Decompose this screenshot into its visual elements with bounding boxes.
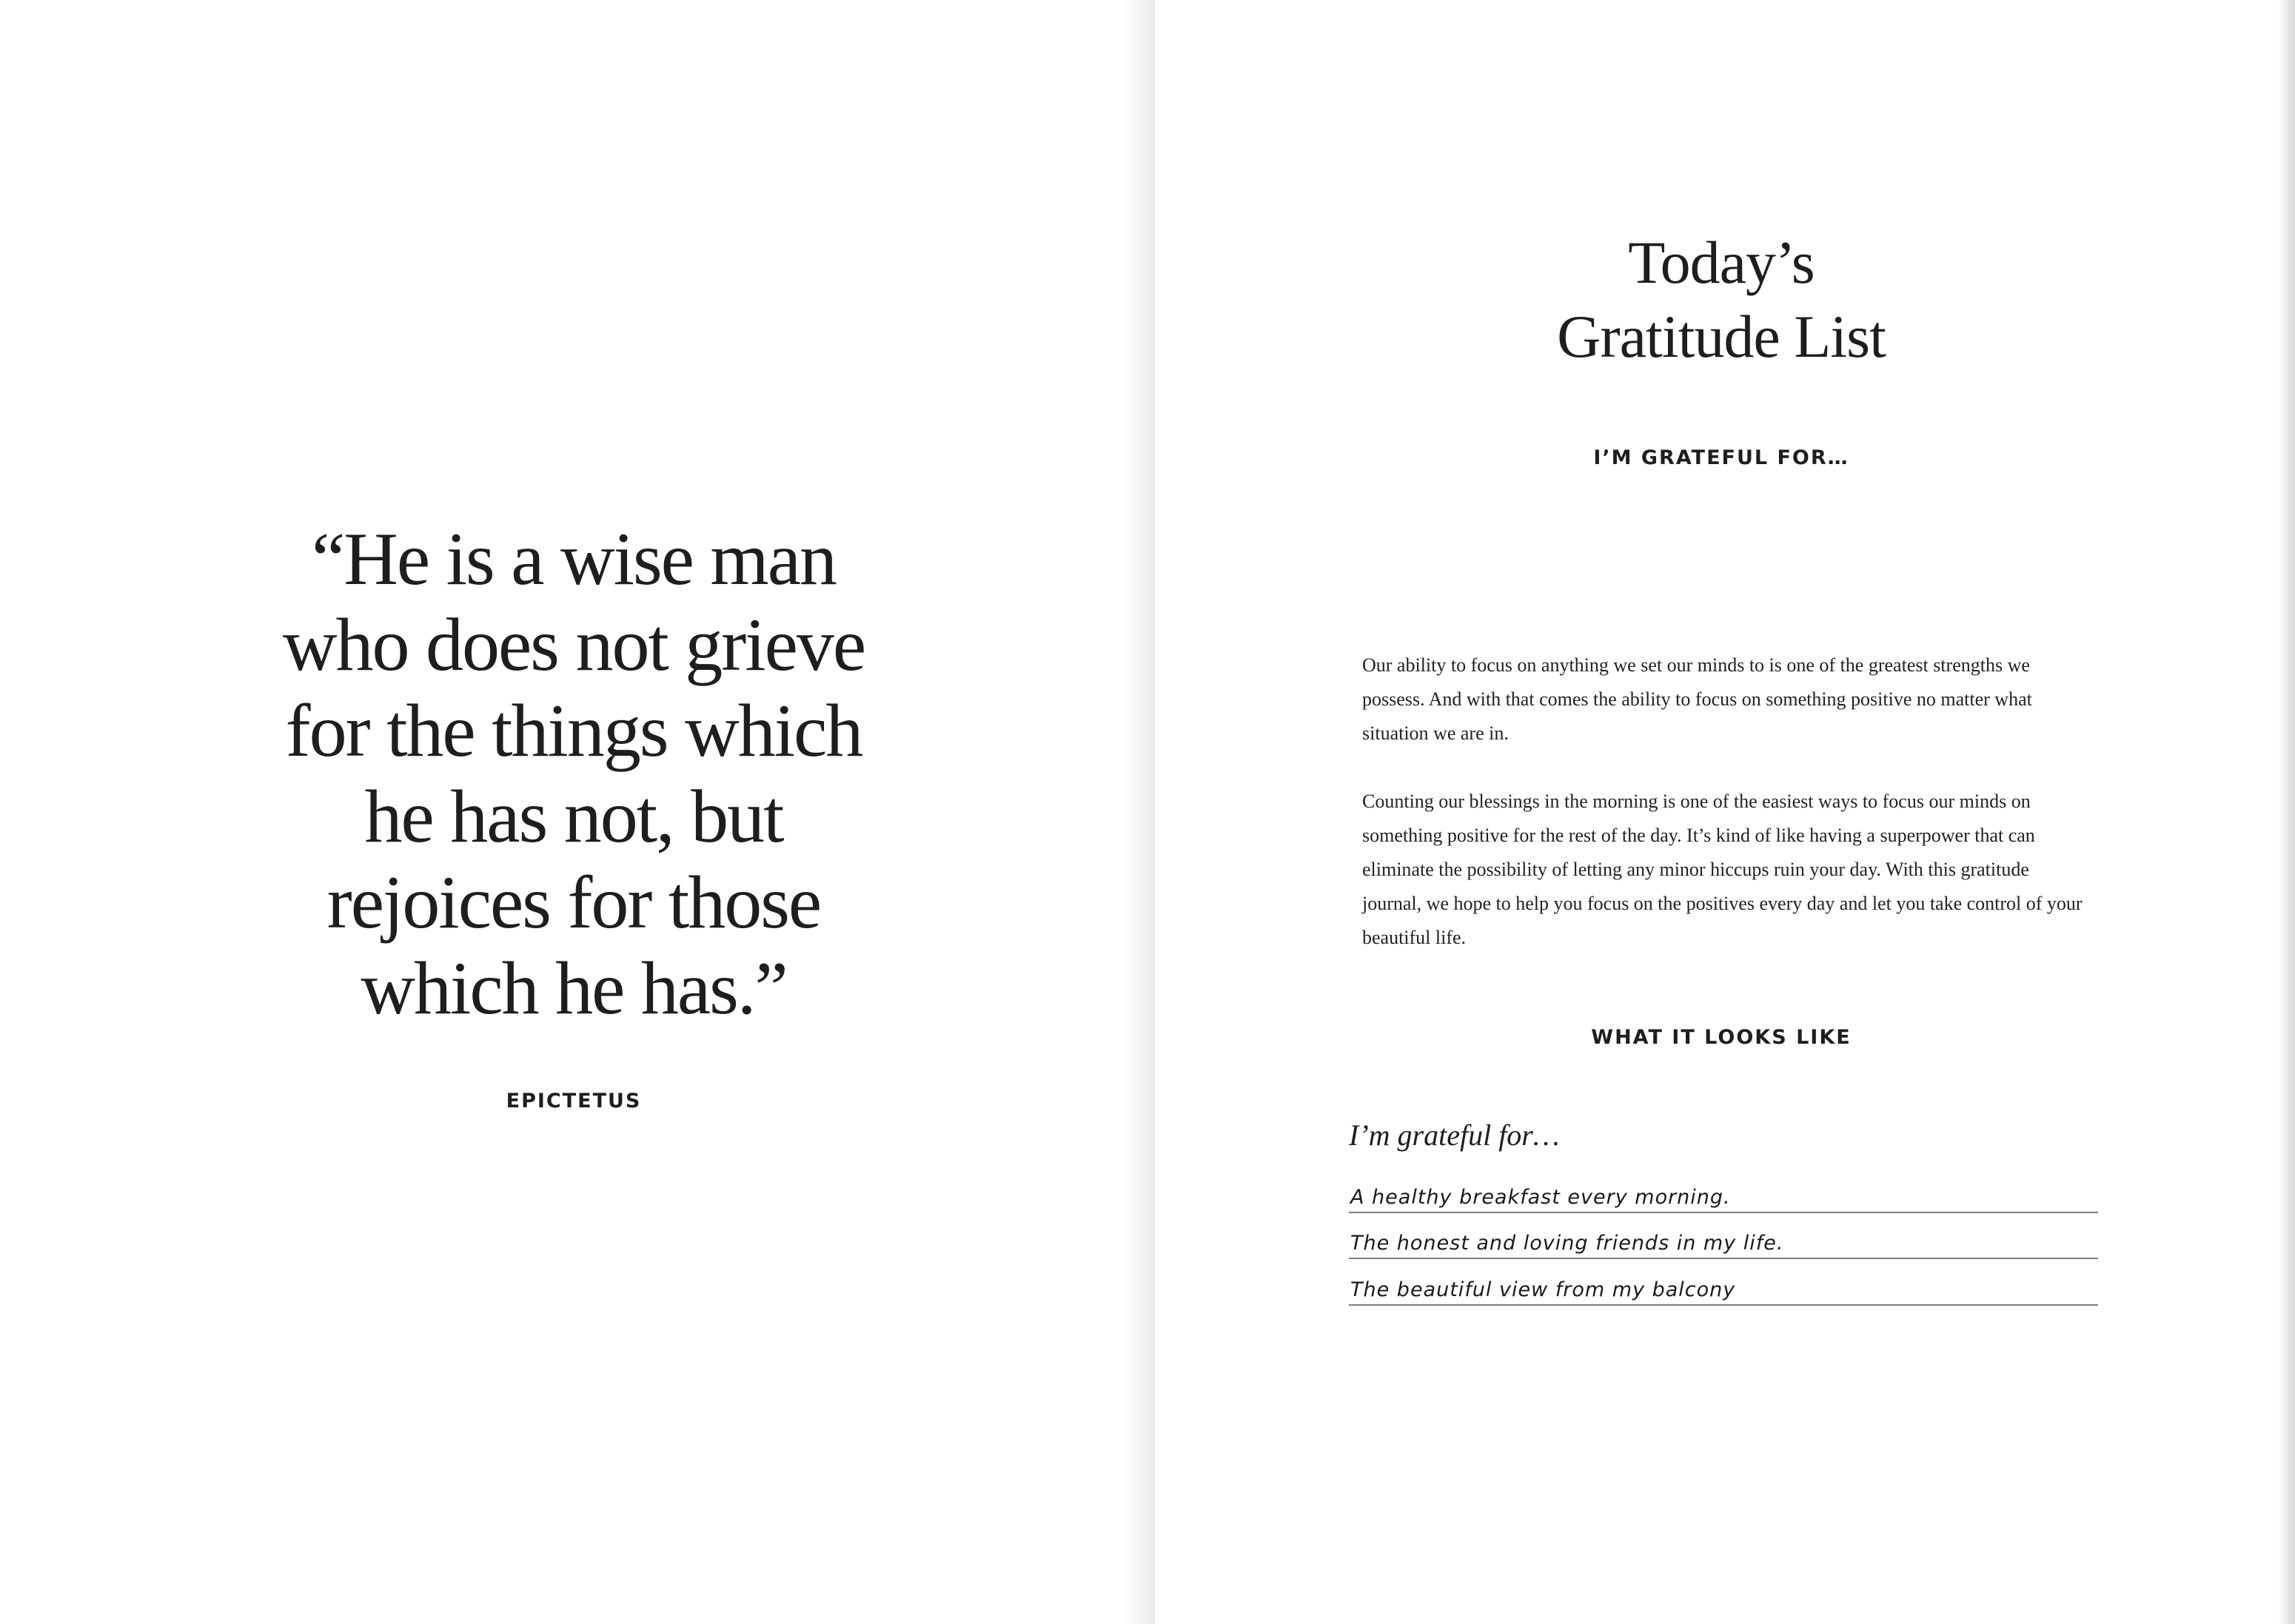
page-edge bbox=[2279, 0, 2295, 1624]
grateful-heading: I’M GRATEFUL FOR… bbox=[1593, 446, 1849, 469]
intro-paragraph: Counting our blessings in the morning is one of the easiest ways to focus our minds on something positive for the rest of the day. It’s kind of like having a superpower that can eliminate the possibility of letting any minor hiccups ruin your day. With this gratitude journal, we hope to help you focus on the positives every day and let you take control of your beautiful life. bbox=[1362, 791, 2083, 948]
quote-author: EPICTETUS bbox=[506, 1090, 642, 1113]
quote-line: he has not, but bbox=[364, 775, 783, 859]
example-prompt: I’m grateful for… bbox=[1349, 1118, 1560, 1152]
example-entry bbox=[1349, 1215, 2098, 1259]
left-page bbox=[0, 0, 1144, 1624]
example-entry-text: The honest and loving friends in my life. bbox=[1350, 1232, 1784, 1255]
example-entry bbox=[1349, 1169, 2098, 1213]
example-entry-text: A healthy breakfast every morning. bbox=[1350, 1186, 1731, 1209]
quote-line: which he has.” bbox=[361, 947, 787, 1030]
page-title-line: Today’s bbox=[1628, 229, 1815, 296]
example-section-heading: WHAT IT LOOKS LIKE bbox=[1591, 1026, 1852, 1049]
example-entry bbox=[1349, 1261, 2098, 1306]
quote bbox=[222, 517, 925, 1032]
quote-line: “He is a wise man bbox=[311, 517, 837, 601]
quote-line: who does not grieve bbox=[282, 603, 865, 687]
quote-line: for the things which bbox=[285, 689, 862, 773]
quote-line: rejoices for those bbox=[326, 861, 821, 944]
example-entry-text: The beautiful view from my balcony bbox=[1350, 1278, 1736, 1301]
page-title-line: Gratitude List bbox=[1557, 303, 1886, 370]
page-title bbox=[1425, 226, 2017, 374]
intro-paragraph: Our ability to focus on anything we set our minds to is one of the greatest strengths we possess. And with that comes the ability to focus on something positive no matter what situation we are in. bbox=[1362, 654, 2032, 744]
